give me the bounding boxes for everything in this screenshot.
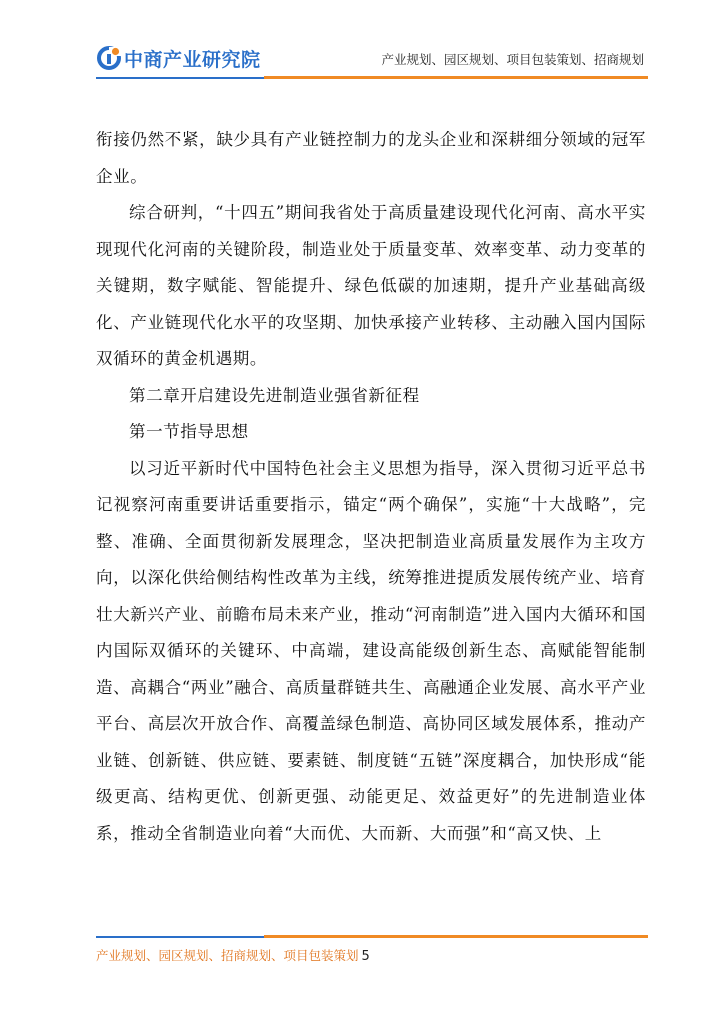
page-footer <box>96 946 370 964</box>
chapter-heading: 第二章开启建设先进制造业强省新征程 <box>129 385 420 405</box>
paragraph-continuation: 衔接仍然不紧，缺少具有产业链控制力的龙头企业和深耕细分领域的冠军企业。 <box>96 130 646 186</box>
document-body <box>96 122 646 852</box>
page-number: 5 <box>361 949 370 964</box>
page-header <box>0 0 724 82</box>
paragraph-assessment: 综合研判，“十四五”期间我省处于高质量建设现代化河南、高水平实现现代化河南的关键阶段，制造业处于质量变革、效率变革、动力变革的关键期，数字赋能、智能提升、绿色低碳的加速期，提升产业基础高级化、产业链现代化水平的攻坚期、加快承接产业转移、主动融入国内国际双循环的黄金机遇期。 <box>96 203 646 368</box>
footer-divider-orange <box>264 935 648 938</box>
header-divider-blue <box>96 77 264 79</box>
footer-text: 产业规划、园区规划、招商规划、项目包装策划 <box>96 948 359 963</box>
paragraph-guiding-ideology: 以习近平新时代中国特色社会主义思想为指导，深入贯彻习近平总书记视察河南重要讲话重要指示，锚定“两个确保”，实施“十大战略”，完整、准确、全面贯彻新发展理念，坚决把制造业高质量发展作为主攻方向，以深化供给侧结构性改革为主线，统筹推进提质发展传统产业、培育壮大新兴产业、前瞻布局未来产业，推动“河南制造”进入国内大循环和国内国际双循环的关键环、中高端，建设高能级创新生态、高赋能智能制造、高耦合“两业”融合、高质量群链共生、高融通企业发展、高水平产业平台、高层次开放合作、高覆盖绿色制造、高协同区域发展体系，推动产业链、创新链、供应链、要素链、制度链“五链”深度耦合，加快形成“能级更高、结构更优、创新更强、动能更足、效益更好”的先进制造业体系，推动全省制造业向着“大而优、大而新、大而强”和“高又快、上 <box>96 458 646 843</box>
company-logo <box>96 44 261 72</box>
logo-icon <box>96 45 122 71</box>
header-divider-orange <box>264 76 648 79</box>
header-tagline: 产业规划、园区规划、项目包装策划、招商规划 <box>381 52 644 67</box>
section-heading: 第一节指导思想 <box>129 422 249 441</box>
logo-text: 中商产业研究院 <box>124 48 261 71</box>
footer-divider-blue <box>96 936 264 938</box>
